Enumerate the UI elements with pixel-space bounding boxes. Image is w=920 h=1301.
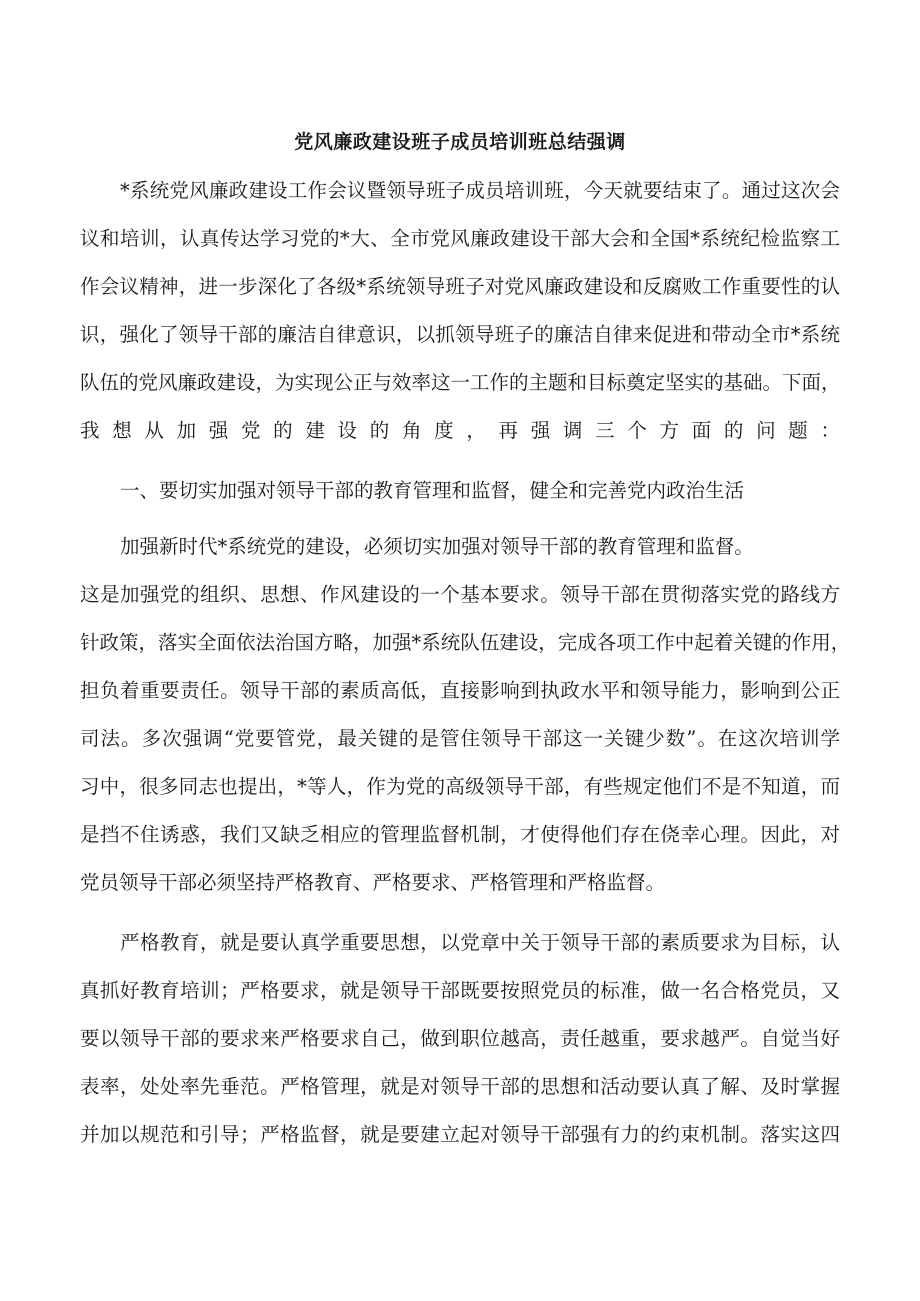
paragraph-line: 真抓好教育培训；严格要求，就是领导干部既要按照党员的标准，做一名合格党员，又	[80, 979, 840, 1002]
paragraph-line: 并加以规范和引导；严格监督，就是要建立起对领导干部强有力的约束机制。落实这四	[80, 1123, 840, 1146]
paragraph-line: 担负着重要责任。领导干部的素质高低，直接影响到执政水平和领导能力，影响到公正	[80, 679, 840, 702]
section-heading: 一、要切实加强对领导干部的教育管理和监督，健全和完善党内政治生活	[120, 479, 745, 502]
paragraph-line: 司法。多次强调“党要管党，最关键的是管住领导干部这一关键少数”。在这次培训学	[80, 727, 840, 750]
paragraph-line: 习中，很多同志也提出，*等人，作为党的高级领导干部，有些规定他们不是不知道，而	[80, 775, 840, 798]
paragraph-line: 队伍的党风廉政建设，为实现公正与效率这一工作的主题和目标奠定坚实的基础。下面，	[80, 371, 841, 394]
paragraph-line: 针政策，落实全面依法治国方略，加强*系统队伍建设，完成各项工作中起着关键的作用，	[80, 631, 851, 654]
paragraph-line: 加强新时代*系统党的建设，必须切实加强对领导干部的教育管理和监督。	[120, 535, 754, 558]
paragraph-line: 这是加强党的组织、思想、作风建设的一个基本要求。领导干部在贯彻落实党的路线方	[80, 583, 840, 606]
paragraph-line: 作会议精神，进一步深化了各级*系统领导班子对党风廉政建设和反腐败工作重要性的认	[80, 275, 840, 298]
paragraph-line: *系统党风廉政建设工作会议暨领导班子成员培训班，今天就要结束了。通过这次会	[120, 179, 840, 202]
paragraph-line: 识，强化了领导干部的廉洁自律意识，以抓领导班子的廉洁自律来促进和带动全市*系统	[80, 323, 840, 346]
document-title: 党风廉政建设班子成员培训班总结强调	[294, 131, 626, 153]
paragraph-line: 要以领导干部的要求来严格要求自己，做到职位越高，责任越重，要求越严。自觉当好	[80, 1027, 840, 1050]
paragraph-line: 党员领导干部必须坚持严格教育、严格要求、严格管理和严格监督。	[80, 871, 666, 894]
paragraph-line: 严格教育，就是要认真学重要思想，以党章中关于领导干部的素质要求为目标，认	[120, 931, 840, 954]
paragraph-line: 我想从加强党的建设的角度，再强调三个方面的问题：	[80, 419, 840, 442]
paragraph-line: 是挡不住诱惑，我们又缺乏相应的管理监督机制，才使得他们存在侥幸心理。因此，对	[80, 823, 840, 846]
paragraph-line: 表率，处处率先垂范。严格管理，就是对领导干部的思想和活动要认真了解、及时掌握	[80, 1075, 840, 1098]
paragraph-line: 议和培训，认真传达学习党的*大、全市党风廉政建设干部大会和全国*系统纪检监察工	[80, 227, 840, 250]
